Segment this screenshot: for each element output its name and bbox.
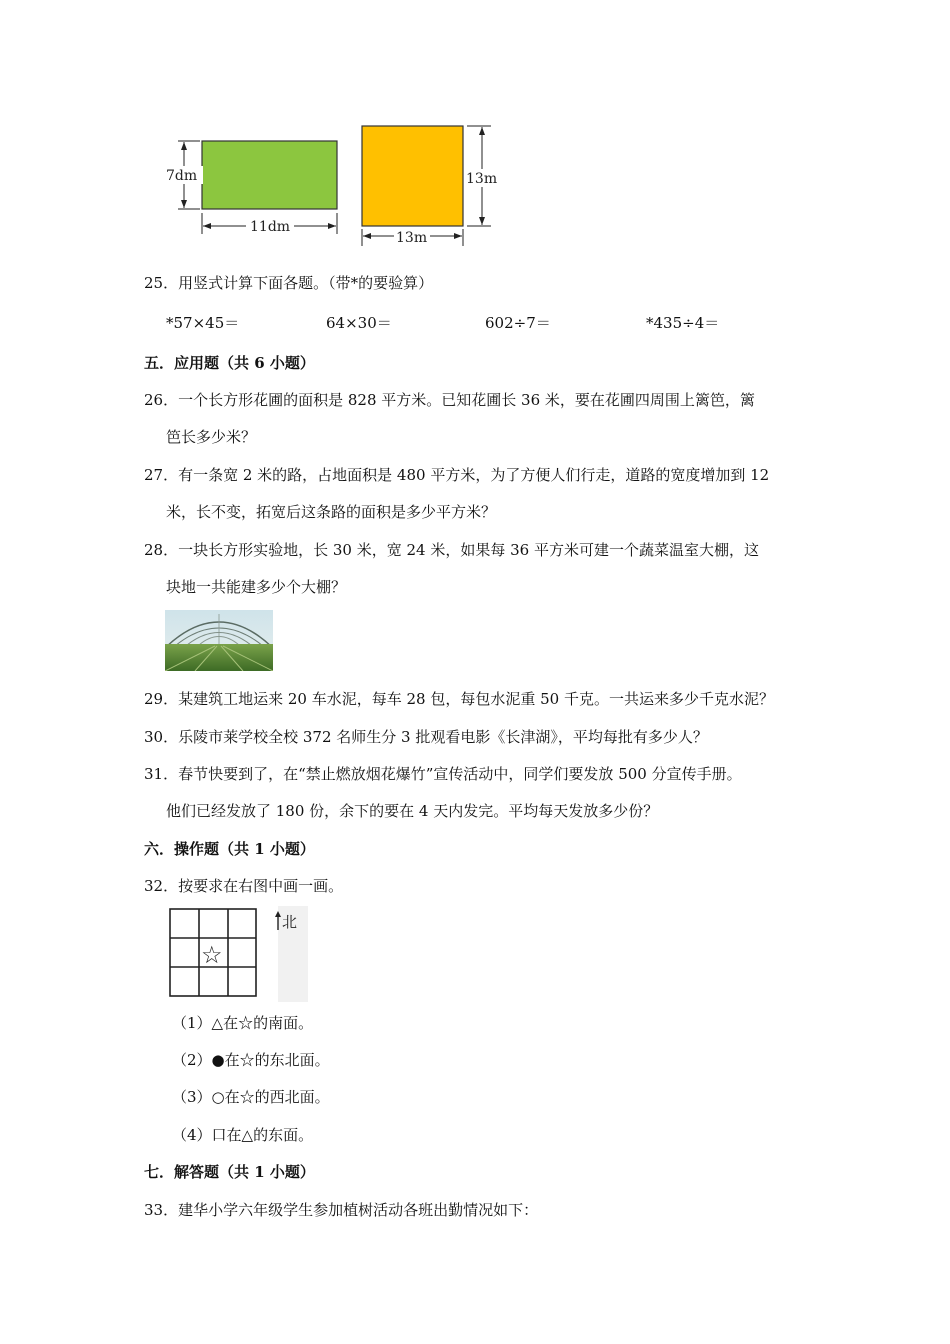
- star-marker: ☆: [201, 941, 223, 969]
- calc-item-2: 64×30＝: [326, 314, 392, 332]
- question-31-line2: 他们已经发放了 180 份，余下的要在 4 天内发完。平均每天发放多少份？: [166, 802, 659, 820]
- direction-grid: [168, 906, 308, 1002]
- question-32: 32．按要求在右图中画一画。: [144, 877, 344, 895]
- question-28-line1: 28．一块长方形实验地，长 30 米，宽 24 米，如果每 36 平方米可建一个蔬菜温室大棚，这: [144, 541, 759, 559]
- section-title-7: 七．解答题（共 1 小题）: [144, 1163, 315, 1181]
- north-label: 北: [282, 913, 298, 931]
- section-title-5: 五．应用题（共 6 小题）: [144, 354, 315, 372]
- question-25: 25．用竖式计算下面各题。（带*的要验算）: [144, 274, 434, 292]
- green-rectangle: [202, 141, 337, 209]
- option-2: （2）●在☆的东北面。: [172, 1051, 330, 1069]
- greenhouse-photo: [165, 610, 273, 671]
- option-3: （3）○在☆的西北面。: [172, 1088, 330, 1106]
- question-26-line2: 笆长多少米？: [166, 428, 257, 446]
- option-1: （1）△在☆的南面。: [172, 1014, 314, 1032]
- orange-square: [362, 126, 463, 226]
- calc-item-3: 602÷7＝: [485, 314, 551, 332]
- square-height-label: 13m: [466, 171, 498, 187]
- calc-item-1: *57×45＝: [166, 314, 240, 332]
- calc-item-4: *435÷4＝: [646, 314, 720, 332]
- shape-figures: [160, 118, 500, 250]
- rect-height-label: 7dm: [166, 168, 198, 184]
- question-30: 30．乐陵市莱学校全校 372 名师生分 3 批观看电影《长津湖》，平均每批有多少人？: [144, 728, 708, 746]
- option-4: （4）口在△的东面。: [172, 1126, 314, 1144]
- question-26-line1: 26．一个长方形花圃的面积是 828 平方米。已知花圃长 36 米，要在花圃四周围上篱笆，篱: [144, 391, 755, 409]
- square-width-label: 13m: [396, 230, 428, 246]
- rect-width-label: 11dm: [250, 219, 291, 235]
- question-29: 29．某建筑工地运来 20 车水泥，每车 28 包，每包水泥重 50 千克。一共运来多少千克水泥？: [144, 690, 774, 708]
- question-33: 33．建华小学六年级学生参加植树活动各班出勤情况如下：: [144, 1201, 539, 1219]
- question-27-line2: 米，长不变，拓宽后这条路的面积是多少平方米？: [166, 503, 497, 521]
- section-title-6: 六．操作题（共 1 小题）: [144, 840, 315, 858]
- question-31-line1: 31．春节快要到了，在“禁止燃放烟花爆竹”宣传活动中，同学们要发放 500 分宣传手册。: [144, 765, 742, 783]
- question-27-line1: 27．有一条宽 2 米的路，占地面积是 480 平方米，为了方便人们行走，道路的宽度增加到 12: [144, 466, 770, 484]
- question-28-line2: 块地一共能建多少个大棚？: [166, 578, 347, 596]
